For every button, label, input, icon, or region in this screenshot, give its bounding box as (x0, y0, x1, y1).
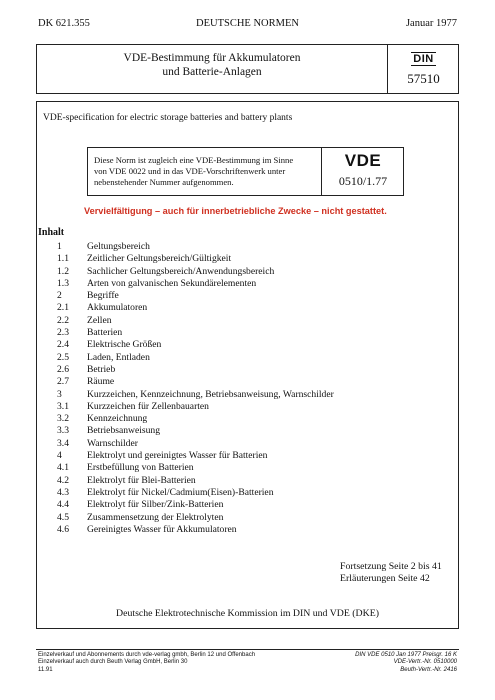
toc-item (57, 512, 437, 524)
toc-item-number: 4.1 (57, 462, 69, 474)
toc-item-number: 3.3 (57, 425, 69, 437)
vde-notice-box (87, 147, 404, 196)
toc-item-label: Zeitlicher Geltungsbereich/Gültigkeit (87, 253, 232, 265)
toc-item (57, 253, 437, 265)
toc-item-number: 2.7 (57, 376, 69, 388)
din-logo (387, 49, 460, 67)
toc-item-number: 3.1 (57, 400, 69, 412)
title-line-2: und Batterie-Anlagen (162, 66, 262, 78)
document-classification: DK 621.355 (38, 18, 90, 29)
toc-item-label: Elektrolyt für Silber/Zink-Batterien (87, 499, 224, 511)
toc-item (57, 278, 437, 290)
toc-item-number: 1.1 (57, 253, 69, 265)
issuing-commission: Deutsche Elektrotechnische Kommission im DIN und VDE (DKE) (116, 608, 379, 619)
toc-item (57, 413, 437, 425)
table-of-contents (57, 241, 437, 536)
document-title (37, 51, 387, 79)
footer-line: Einzelverkauf und Abonnements durch vde-verlag gmbh, Berlin 12 und Offenbach (38, 652, 256, 658)
footer-line: 11.91 (38, 666, 53, 673)
toc-item-number: 2.5 (57, 351, 69, 363)
toc-item-label: Elektrolyt und gereinigtes Wasser für Batterien (87, 450, 268, 462)
toc-item (57, 302, 437, 314)
toc-item-number: 4.5 (57, 511, 69, 523)
footer-line: VDE-Vertr.-Nr. 0510000 (393, 659, 457, 666)
vde-number: 0510/1.77 (338, 174, 388, 188)
footer-sales-info (38, 652, 255, 674)
vde-notice-line: von VDE 0022 und in das VDE-Vorschriftenwerk unter (94, 166, 286, 176)
vde-notice-line: nebenstehender Nummer aufgenommen. (94, 177, 234, 187)
toc-item (57, 290, 437, 302)
title-box (36, 44, 459, 94)
din-number: 57510 (407, 71, 440, 86)
toc-item (57, 327, 437, 339)
toc-item-label: Warnschilder (87, 437, 138, 449)
toc-item-number: 4.6 (57, 523, 69, 535)
toc-item-number: 4.4 (57, 499, 69, 511)
toc-item (57, 499, 437, 511)
toc-item-label: Kurzzeichen für Zellenbauarten (87, 400, 209, 412)
toc-item-label: Sachlicher Geltungsbereich/Anwendungsbereich (87, 265, 275, 277)
toc-item-label: Zellen (87, 314, 112, 326)
toc-item-number: 2.2 (57, 314, 69, 326)
toc-item-number: 3.4 (57, 437, 69, 449)
toc-item-number: 2.1 (57, 302, 69, 314)
toc-item-label: Laden, Entladen (87, 351, 150, 363)
footer-order-info (300, 652, 457, 674)
toc-item (57, 352, 437, 364)
toc-item-label: Gereinigtes Wasser für Akkumulatoren (87, 523, 237, 535)
copy-warning: Vervielfältigung – auch für innerbetriebliche Zwecke – nicht gestattet. (84, 206, 387, 216)
english-title: VDE-specification for electric storage batteries and battery plants (43, 113, 293, 123)
toc-item-number: 2.3 (57, 327, 69, 339)
din-logo-mark: DIN (413, 53, 434, 65)
toc-item (57, 450, 437, 462)
toc-item-label: Elektrische Größen (87, 339, 162, 351)
toc-item-number: 1.2 (57, 265, 69, 277)
footer-line: Beuth-Vertr.-Nr. 2416 (400, 666, 457, 673)
toc-item (57, 401, 437, 413)
toc-item-label: Arten von galvanischen Sekundärelementen (87, 277, 257, 289)
toc-item-number: 4.3 (57, 486, 69, 498)
toc-item-label: Räume (87, 376, 115, 388)
toc-item (57, 425, 437, 437)
toc-item-label: Elektrolyt für Nickel/Cadmium(Eisen)-Batterien (87, 486, 274, 498)
toc-item-label: Begriffe (87, 290, 119, 302)
toc-item-label: Zusammensetzung der Elektrolyten (87, 511, 224, 523)
toc-item-number: 3.2 (57, 413, 69, 425)
toc-item (57, 376, 437, 388)
toc-item (57, 266, 437, 278)
toc-item-label: Betrieb (87, 363, 116, 375)
toc-item (57, 487, 437, 499)
toc-item (57, 462, 437, 474)
explanations-page: Erläuterungen Seite 42 (340, 573, 430, 584)
toc-item-label: Akkumulatoren (87, 302, 148, 314)
toc-item (57, 241, 437, 253)
vde-logo: VDE (344, 151, 382, 170)
toc-item-number: 4 (57, 450, 62, 462)
toc-item (57, 438, 437, 450)
toc-item-label: Batterien (87, 327, 123, 339)
toc-item-number: 3 (57, 388, 62, 400)
standards-series-heading: DEUTSCHE NORMEN (196, 18, 299, 29)
publication-date: Januar 1977 (405, 18, 457, 29)
footer-line: Einzelverkauf auch durch Beuth Verlag GmbH, Berlin 30 (38, 659, 188, 666)
title-line-1: VDE-Bestimmung für Akkumulatoren (123, 52, 301, 64)
toc-item-number: 2.6 (57, 363, 69, 375)
vde-notice-line: Diese Norm ist zugleich eine VDE-Bestimmung im Sinne (94, 155, 294, 165)
continuation-pages: Fortsetzung Seite 2 bis 41 (340, 561, 442, 572)
toc-item (57, 339, 437, 351)
toc-item-label: Elektrolyt für Blei-Batterien (87, 474, 196, 486)
toc-item (57, 524, 437, 536)
toc-item (57, 389, 437, 401)
toc-item-number: 2 (57, 290, 62, 302)
continuation-note (340, 561, 442, 585)
toc-item-number: 1 (57, 241, 62, 252)
toc-item-label: Kurzzeichen, Kennzeichnung, Betriebsanweisung, Warnschilder (87, 388, 334, 400)
toc-item (57, 315, 437, 327)
toc-item (57, 475, 437, 487)
toc-item-label: Betriebsanweisung (87, 425, 161, 437)
toc-item-label: Erstbefüllung von Batterien (87, 462, 194, 474)
toc-item-number: 2.4 (57, 339, 69, 351)
toc-item-number: 1.3 (57, 277, 69, 289)
toc-item-label: Geltungsbereich (87, 241, 150, 252)
toc-item (57, 364, 437, 376)
toc-item-label: Kennzeichnung (87, 413, 148, 425)
vde-notice-text (94, 155, 316, 188)
toc-heading: Inhalt (38, 227, 65, 238)
toc-item-number: 4.2 (57, 474, 69, 486)
footer-line: DIN VDE 0510 Jan 1977 Preisgr. 16 K (355, 652, 457, 658)
footer-rule (36, 649, 459, 650)
